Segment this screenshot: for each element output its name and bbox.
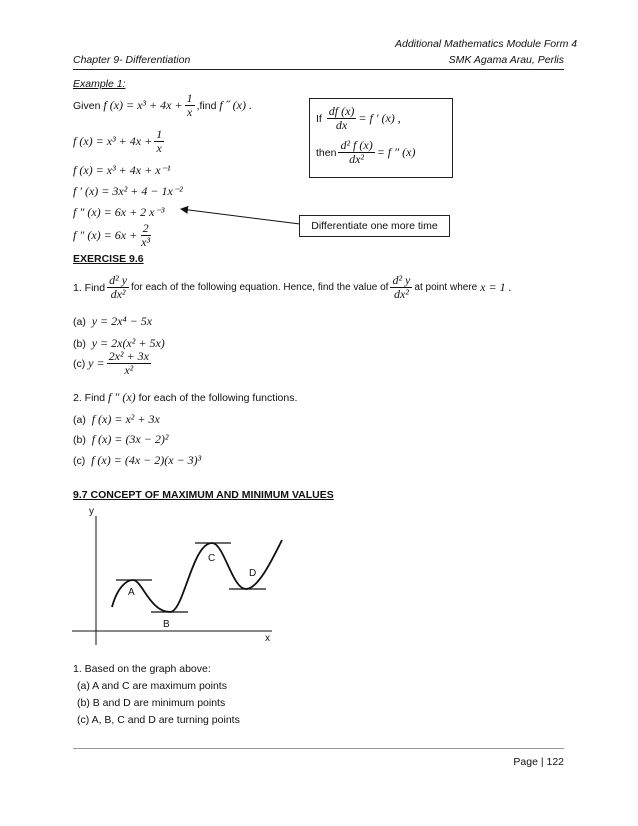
q1-text-2: at point where <box>414 282 478 293</box>
q1-find: 1. Find <box>73 281 106 294</box>
q1-part-c-den: x² <box>124 363 134 377</box>
q2-part-a-expr: f (x) = x² + 3x <box>91 412 160 426</box>
q2-part-c-expr: f (x) = (4x − 2)(x − 3)³ <box>91 453 202 467</box>
module-title: Additional Mathematics Module Form 4 <box>395 38 578 50</box>
q1-text: for each of the following equation. Hence, find the value of <box>131 282 389 293</box>
example-step-2: f (x) = x³ + 4x + x⁻¹ <box>73 163 171 177</box>
curve <box>112 540 282 612</box>
y-axis-label: y <box>89 506 94 517</box>
section-title: 9.7 CONCEPT OF MAXIMUM AND MINIMUM VALUES <box>73 489 334 501</box>
notes-item-b: (b) B and D are minimum points <box>77 697 226 709</box>
given-frac-num: 1 <box>186 91 193 105</box>
step-1-frac-num: 1 <box>156 127 163 141</box>
example-title: Example 1: <box>73 78 126 90</box>
q1-condition: x = 1 . <box>480 280 512 294</box>
q1-part-b-expr: y = 2x(x² + 5x) <box>91 336 165 350</box>
q2-expr: f ″ (x) <box>108 390 136 404</box>
school-name: SMK Agama Arau, Perlis <box>448 54 564 66</box>
notes-item-a: (a) A and C are maximum points <box>77 680 227 692</box>
df-rhs: = f ′ (x) , <box>358 111 401 125</box>
footer-rule <box>73 748 564 749</box>
notes-intro: 1. Based on the graph above: <box>73 663 211 675</box>
q1-frac-den-2: dx² <box>393 287 409 301</box>
q2-part-b-expr: f (x) = (3x − 2)² <box>91 432 169 446</box>
q1-part-a-expr: y = 2x⁴ − 5x <box>91 314 153 328</box>
d2-rhs: = f ″ (x) <box>376 145 416 159</box>
x-axis-label: x <box>265 633 270 644</box>
q2-text: for each of the following functions. <box>138 391 298 404</box>
given-frac-den: x <box>186 105 193 119</box>
q1-part-b-label: (b) <box>73 338 86 350</box>
point-c-label: C <box>208 553 216 564</box>
q1-part-a-label: (a) <box>73 316 86 328</box>
find-text: ,find <box>196 99 217 112</box>
q1-part-c-expr: y = <box>88 356 105 370</box>
q1-frac-den-1: dx² <box>110 287 126 301</box>
step-5-frac-num: 2 <box>142 221 149 235</box>
find-expr: f ˝ (x) . <box>219 98 252 112</box>
step-1-expr: f (x) = x³ + 4x + <box>73 134 153 148</box>
chapter-title: Chapter 9- Differentiation <box>73 54 191 66</box>
step-1-frac-den: x <box>156 141 162 155</box>
q2-part-c-label: (c) <box>73 455 86 467</box>
page-number: Page | 122 <box>513 756 564 768</box>
d2-den: dx² <box>349 152 365 166</box>
q1-part-c-label: (c) <box>73 357 86 370</box>
given-expr: f (x) = x³ + 4x + <box>103 98 183 112</box>
step-5-frac-den: x³ <box>141 235 151 249</box>
df-den: dx <box>335 118 348 132</box>
point-b-label: B <box>163 619 170 630</box>
example-step-4: f ″ (x) = 6x + 2 x⁻³ <box>73 205 165 219</box>
df-num: df (x) <box>328 104 355 118</box>
q1-frac-num-1: d² y <box>109 273 128 287</box>
q1-frac-num-2: d² y <box>392 273 411 287</box>
example-step-3: f ′ (x) = 3x² + 4 − 1x⁻² <box>73 184 183 198</box>
then-label: then <box>316 146 337 159</box>
point-a-label: A <box>128 587 135 598</box>
step-5-expr: f ″ (x) = 6x + <box>73 228 138 242</box>
callout-text: Differentiate one more time <box>311 220 438 232</box>
q2-part-a-label: (a) <box>73 414 86 426</box>
notes-item-c: (c) A, B, C and D are turning points <box>77 714 240 726</box>
given-prefix: Given <box>73 99 101 112</box>
d2-num: d² f (x) <box>340 138 373 152</box>
point-d-label: D <box>249 568 257 579</box>
q1-part-c-num: 2x² + 3x <box>108 349 149 363</box>
q2-part-b-label: (b) <box>73 434 86 446</box>
exercise-title: EXERCISE 9.6 <box>73 253 144 265</box>
q2-find: 2. Find <box>73 391 106 404</box>
if-label: If <box>316 112 322 125</box>
